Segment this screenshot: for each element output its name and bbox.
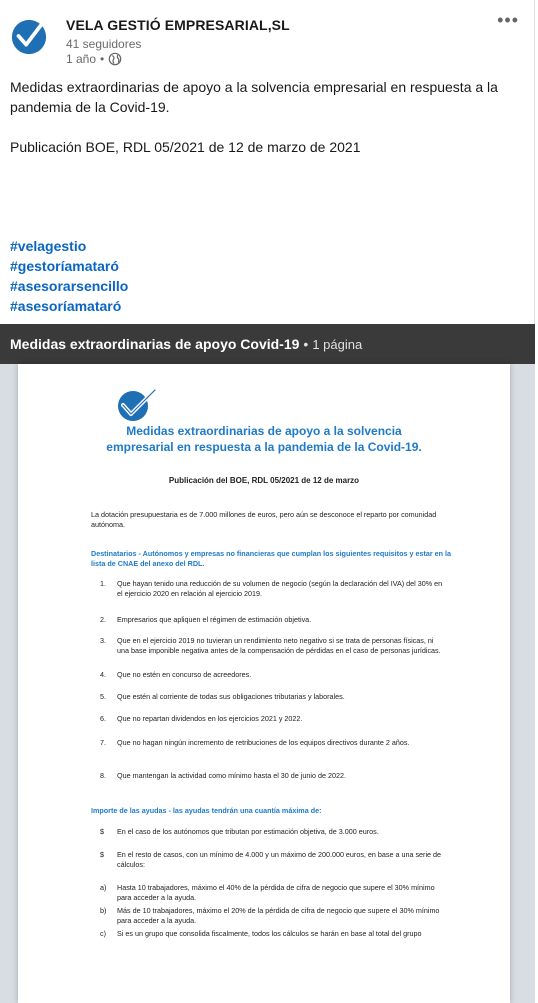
company-logo[interactable] [10, 18, 48, 56]
requirement-item [100, 692, 445, 702]
document-subheading: Publicación del BOE, RDL 05/2021 de 12 de marzo [168, 476, 360, 485]
requirement-item [100, 579, 445, 598]
hashtag-link[interactable]: #asesoríamataró [10, 298, 122, 314]
more-options-icon[interactable]: ••• [497, 10, 519, 30]
document-title-bar[interactable] [0, 324, 535, 364]
document-intro: La dotación presupuestaria es de 7.000 millones de euros, pero aún se desconoce el reparto por comunidad autónoma. [91, 510, 437, 529]
item-text: Que estén al corriente de todas sus obligaciones tributarias y laborales. [117, 692, 345, 701]
calculation-item [100, 883, 445, 902]
item-text: En el caso de los autónomos que tributan por estimación objetiva, de 3.000 euros. [117, 827, 379, 836]
amount-item [100, 827, 445, 837]
hashtag-list [10, 236, 128, 316]
requirement-item [100, 615, 445, 625]
hashtag-link[interactable]: #velagestio [10, 238, 87, 254]
requirement-item [100, 738, 445, 748]
item-text: Si es un grupo que consolida fiscalmente, todos los cálculos se harán en base al total del grupo [117, 929, 422, 938]
calculation-item [100, 929, 445, 939]
item-bullet: $ [100, 850, 104, 859]
item-number: 8. [100, 771, 106, 780]
document-section-heading: Importe de las ayudas - las ayudas tendrán una cuantía máxima de: [91, 806, 322, 815]
item-text: Que en el ejercicio 2019 no tuvieran un rendimiento neto negativo si se trata de personas físicas, ni una base imponible negativa antes de la compensación de pérdidas en el caso de personas jurídicas. [117, 636, 441, 655]
item-text: Más de 10 trabajadores, máximo el 20% de la pérdida de cifra de negocio que supere el 30% mínimo para acceder a la ayuda. [117, 906, 440, 925]
item-number: 4. [100, 670, 106, 679]
item-number: 3. [100, 636, 106, 645]
item-bullet: $ [100, 827, 104, 836]
item-number: 7. [100, 738, 106, 747]
post-meta [66, 52, 122, 66]
requirement-item [100, 714, 445, 724]
document-title-separator: • [303, 336, 309, 352]
calculation-item [100, 906, 445, 925]
post-body [10, 77, 520, 177]
requirement-item [100, 771, 445, 781]
item-text: Que no hagan ningún incremento de retribuciones de los equipos directivos durante 2 años. [117, 738, 410, 747]
document-heading: empresarial en respuesta a la pandemia de la Covid-19. [106, 440, 422, 454]
post-time: 1 año [66, 52, 97, 66]
item-text: Empresarios que apliquen el régimen de estimación objetiva. [117, 615, 312, 624]
item-text: Hasta 10 trabajadores, máximo el 40% de la pérdida de cifra de negocio que supere el 30% mínimo para acceder a la ayuda. [117, 883, 435, 902]
document-logo [115, 388, 159, 424]
document-page [18, 364, 510, 1003]
item-text: Que hayan tenido una reducción de su volumen de negocio (según la declaración del IVA) del 30% en el ejercicio 2020 en relación al ejercicio 2019. [117, 579, 443, 598]
item-letter: c) [100, 929, 106, 938]
item-number: 2. [100, 615, 106, 624]
item-text: Que no repartan dividendos en los ejercicios 2021 y 2022. [117, 714, 303, 723]
document-viewer[interactable] [0, 364, 535, 1003]
amount-item [100, 850, 445, 869]
item-number: 6. [100, 714, 106, 723]
item-letter: a) [100, 883, 107, 892]
post-text-line: Publicación BOE, RDL 05/2021 de 12 de marzo de 2021 [10, 139, 361, 155]
requirement-item [100, 670, 445, 680]
requirement-item [100, 636, 445, 655]
globe-icon [108, 52, 122, 66]
hashtag-link[interactable]: #asesorarsencillo [10, 278, 129, 294]
document-page-count: 1 página [312, 336, 363, 352]
hashtag-link[interactable]: #gestoríamataró [10, 258, 119, 274]
item-number: 1. [100, 579, 106, 588]
post-text-line: Medidas extraordinarias de apoyo a la solvencia empresarial en respuesta a la pandemia de la Covid-19. [10, 79, 498, 115]
item-text: Que mantengan la actividad como mínimo hasta el 30 de junio de 2022. [117, 771, 346, 780]
document-title: Medidas extraordinarias de apoyo Covid-19 [10, 336, 300, 352]
item-number: 5. [100, 692, 106, 701]
meta-separator: • [100, 52, 105, 66]
item-text: Que no estén en concurso de acreedores. [117, 670, 252, 679]
item-letter: b) [100, 906, 107, 915]
document-heading: Medidas extraordinarias de apoyo a la solvencia [126, 424, 402, 438]
item-text: En el resto de casos, con un mínimo de 4.000 y un máximo de 200.000 euros, en base a una serie de cálculos: [117, 850, 442, 869]
company-name[interactable]: VELA GESTIÓ EMPRESARIAL,SL [66, 17, 290, 33]
follower-count: 41 seguidores [66, 37, 142, 51]
document-section-heading: Destinatarios - Autónomos y empresas no financieras que cumplan los siguientes requisitos y estar en la lista de CNAE del anexo del RDL. [91, 549, 452, 568]
post-header [0, 0, 535, 70]
